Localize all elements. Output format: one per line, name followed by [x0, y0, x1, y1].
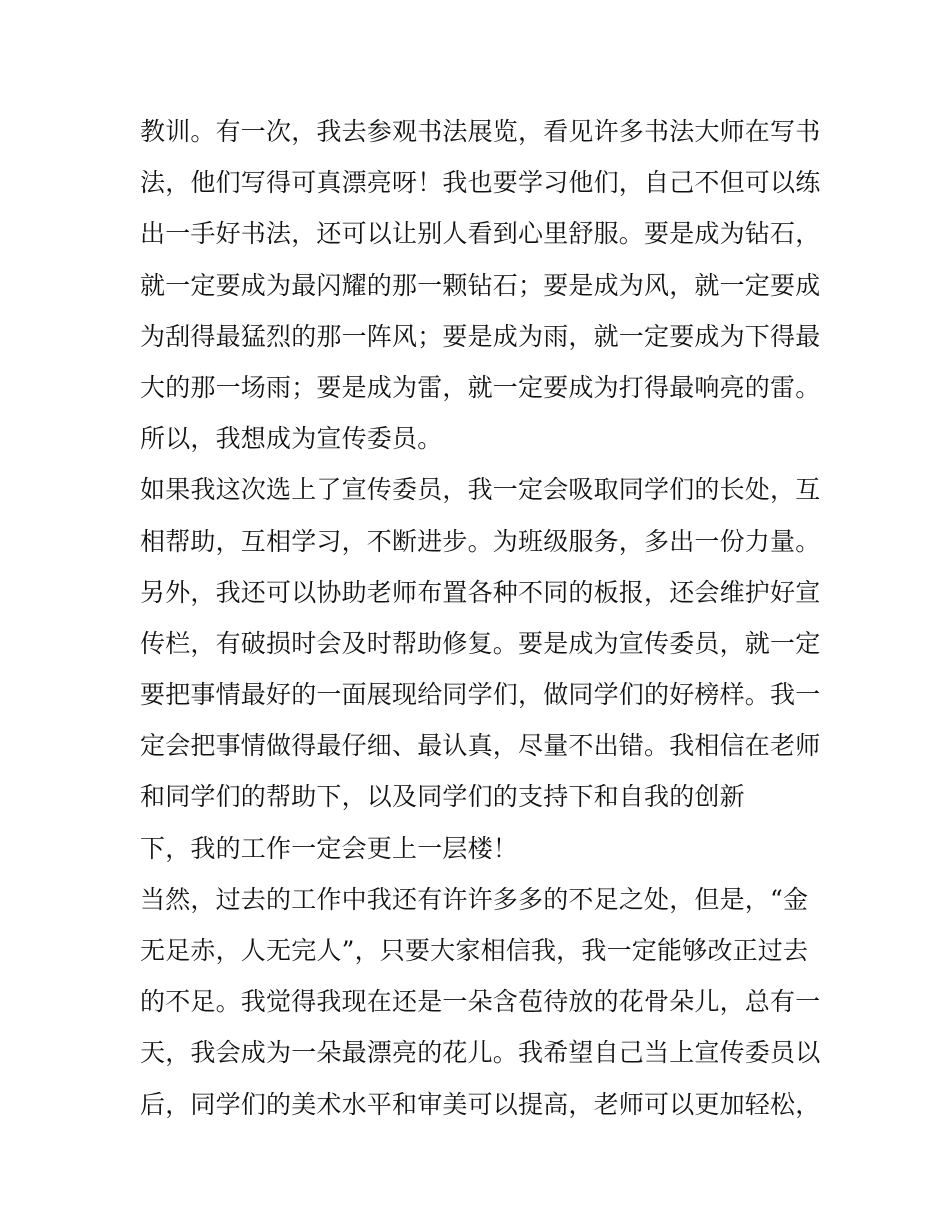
text-line: 出一手好书法，还可以让别人看到心里舒服。要是成为钻石，: [140, 219, 821, 249]
text-line: 相帮助，互相学习，不断进步。为班级服务，多出一份力量。: [140, 526, 821, 556]
text-line: 无足赤，人无完人”，只要大家相信我，我一定能够改正过去: [140, 936, 809, 965]
text-line: 大的那一场雨；要是成为雷，就一定要成为打得最响亮的雷。: [140, 372, 821, 402]
text-line: 另外，我还可以协助老师布置各种不同的板报，还会维护好宣: [140, 577, 821, 607]
text-line: 为刮得最猛烈的那一阵风；要是成为雨，就一定要成为下得最: [140, 321, 821, 351]
text-line: 要把事情最好的一面展现给同学们，做同学们的好榜样。我一: [140, 680, 821, 710]
text-line: 法，他们写得可真漂亮呀！我也要学习他们，自己不但可以练: [140, 168, 821, 198]
text-line: 教训。有一次，我去参观书法展览，看见许多书法大师在写书: [140, 117, 821, 146]
text-line: 传栏，有破损时会及时帮助修复。要是成为宣传委员，就一定: [140, 628, 821, 658]
text-line: 的不足。我觉得我现在还是一朵含苞待放的花骨朵儿，总有一: [140, 987, 821, 1017]
text-line: 天，我会成为一朵最漂亮的花儿。我希望自己当上宣传委员以: [140, 1038, 821, 1068]
body-text: [140, 106, 820, 1130]
text-line: 和同学们的帮助下，以及同学们的支持下和自我的创新: [140, 782, 745, 812]
text-line: 就一定要成为最闪耀的那一颗钻石；要是成为风，就一定要成: [140, 270, 821, 300]
text-line: 定会把事情做得最仔细、最认真，尽量不出错。我相信在老师: [140, 731, 821, 761]
text-line: 所以，我想成为宣传委员。: [140, 424, 443, 454]
text-line: 下，我的工作一定会更上一层楼！: [140, 833, 519, 863]
text-line: 当然，过去的工作中我还有许许多多的不足之处，但是，“金: [140, 884, 809, 914]
text-line: 如果我这次选上了宣传委员，我一定会吸取同学们的长处，互: [140, 475, 821, 505]
text-line: 后，同学们的美术水平和审美可以提高，老师可以更加轻松，: [140, 1089, 821, 1119]
